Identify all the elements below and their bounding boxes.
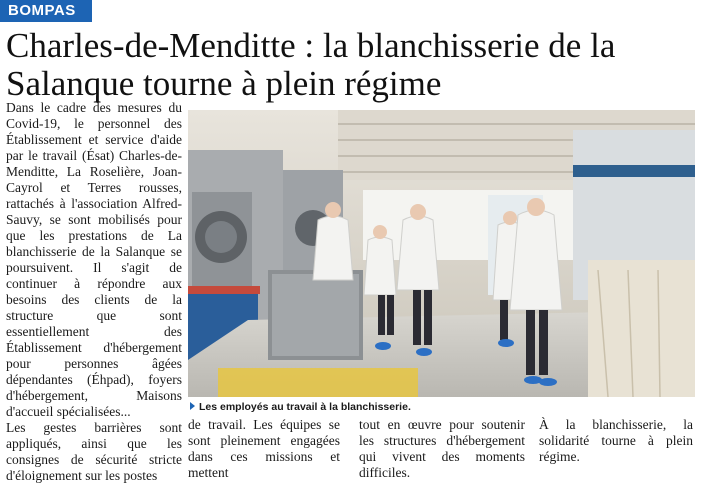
photo-caption-text: Les employés au travail à la blanchisserie. xyxy=(199,401,411,413)
article-photo xyxy=(188,110,695,397)
article-paragraph-1: Dans le cadre des mesures du Covid-19, le personnel des Établissement et service d'aide par le travail (Ésat) Charles-de-Menditte, La Roselière, Joan-Cayrol et Terres rousses, rattachés à l'association Alfred-Sauvy, se sont mobilisés pour que les prestations de La blanchisserie de la Salanque se poursuivent. Il s'agit de continuer à répondre aux besoins des clients de la structure que sont essentiellement des Établissement d'hébergement pour personnes âgées dépendantes (Éhpad), foyers d'hébergement, Maisons d'accueil spécialisées... xyxy=(6,100,182,419)
caption-arrow-icon xyxy=(190,402,195,410)
headline: Charles-de-Menditte : la blanchisserie de la Salanque tourne à plein régime xyxy=(6,26,616,103)
photo-caption xyxy=(188,400,695,414)
article-column-2: de travail. Les équipes se sont pleinement engagées dans ces missions et mettent xyxy=(188,417,340,480)
article-paragraph-2: Les gestes barrières sont appliqués, ainsi que les consignes de sécurité stricte d'éloignement sur les postes xyxy=(6,420,182,483)
article-column-3: tout en œuvre pour soutenir les structures d'hébergement qui vivent des moments difficiles. xyxy=(359,417,525,480)
article-column-4: À la blanchisserie, la solidarité tourne à plein régime. xyxy=(539,417,693,464)
laundry-photo-illustration xyxy=(188,110,695,397)
article-column-1 xyxy=(6,100,182,483)
section-tag: BOMPAS xyxy=(0,0,92,22)
